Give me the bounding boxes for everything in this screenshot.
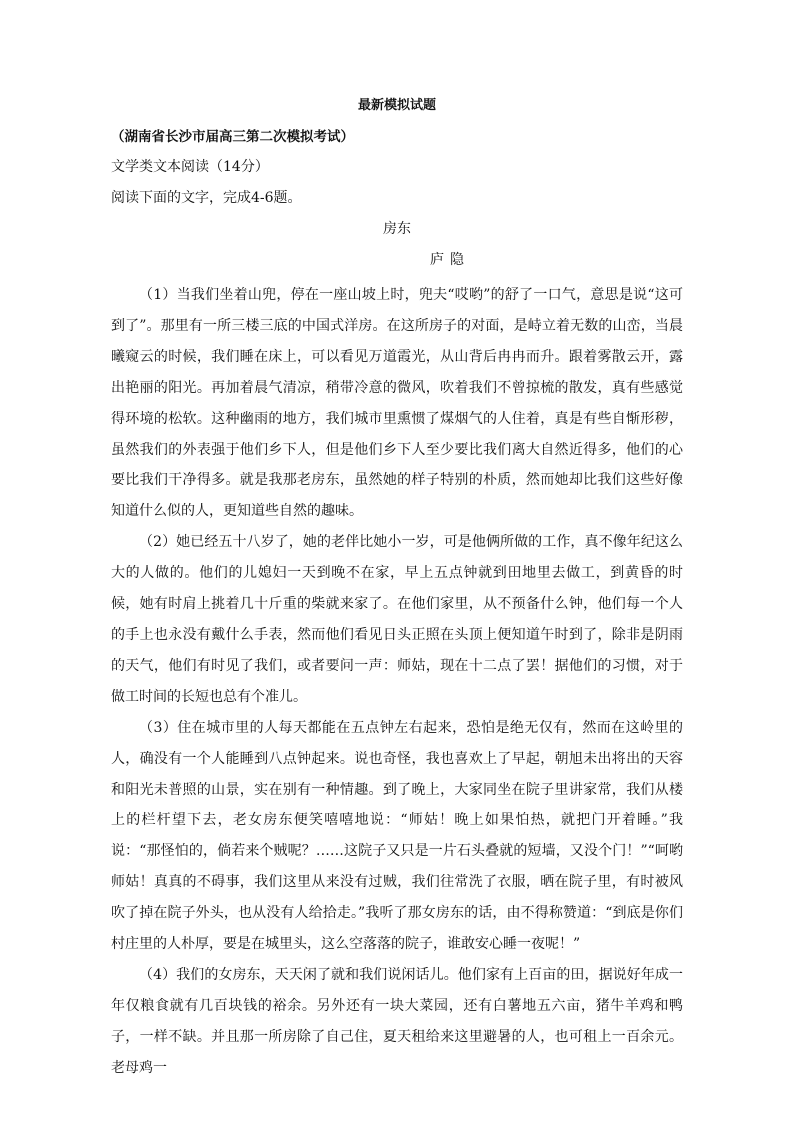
document-title: 最新模拟试题	[357, 98, 436, 113]
article-body	[111, 280, 683, 1084]
document-subtitle: （湖南省长沙市届高三第二次模拟考试）	[111, 129, 354, 145]
article-title: 房东	[383, 221, 411, 237]
paragraph-1: （1）当我们坐着山兜，停在一座山坡上时，兜夫“哎哟”的舒了一口气，意思是说“这可到了”。那里有一所三楼三底的中国式洋房。在这所房子的对面，是峙立着无数的山峦，当晨曦窥云的时候，我们睡在床上，可以看见万道霞光，从山背后冉冉而升。跟着雾散云开，露出艳丽的阳光。再加着晨气清凉，稍带冷意的微风，吹着我们不曾掠梳的散发，真有些感觉得环境的松软。这种幽雨的地方，我们城市里熏惯了煤烟气的人住着，真是有些自惭形秽，虽然我们的外表强于他们乡下人，但是他们乡下人至少要比我们离大自然近得多，他们的心要比我们干净得多。就是我那老房东，虽然她的样子特别的朴质，然而她却比我们这些好像知道什么似的人，更知道些自然的趣味。	[111, 287, 683, 520]
paragraph-3: （3）住在城市里的人每天都能在五点钟左右起来，恐怕是绝无仅有，然而在这岭里的人，确没有一个人能睡到八点钟起来。说也奇怪，我也喜欢上了早起，朝旭未出将出的天容和阳光未普照的山景，实在别有一种情趣。到了晚上，大家同坐在院子里讲家常，我们从楼上的栏杆望下去，老女房东便笑嘻嘻地说：“师姑！晚上如果怕热，就把门开着睡。”我说：“那怪怕的，倘若来个贼呢？……这院子又只是一片石头叠就的短墙，又没个门！”“呵哟师姑！真真的不碍事，我们这里从来没有过贼，我们往常洗了衣服，晒在院子里，有时被风吹了掉在院子外头，也从没有人给拾走。”我听了那女房东的话，由不得称赞道：“到底是你们村庄里的人朴厚，要是在城里头，这么空落落的院子，谁敢安心睡一夜呢！”	[111, 719, 683, 953]
section-label: 文学类文本阅读（14分）	[111, 159, 269, 175]
article-author: 庐隐	[430, 252, 470, 268]
section-instruction: 阅读下面的文字，完成4-6题。	[111, 190, 302, 206]
paragraph-4: （4）我们的女房东，天天闲了就和我们说闲话儿。他们家有上百亩的田，据说好年成一年仅粮食就有几百块钱的裕余。另外还有一块大菜园，还有白薯地五六亩，猪牛羊鸡和鸭子，一样不缺。并且那一所房除了自己住，夏天租给来这里避暑的人，也可租上一百余元。老母鸡一	[111, 966, 683, 1076]
paragraph-2: （2）她已经五十八岁了，她的老伴比她小一岁，可是他俩所做的工作，真不像年纪这么大的人做的。他们的儿媳妇一天到晚不在家，早上五点钟就到田地里去做工，到黄昏的时候，她有时肩上挑着几十斤重的柴就来家了。在他们家里，从不预备什么钟，他们每一个人的手上也永没有戴什么手表，然而他们看见日头正照在头顶上便知道午时到了，除非是阴雨的天气，他们有时见了我们，或者要问一声：师姑，现在十二点了罢！据他们的习惯，对于做工时间的长短也总有个准儿。	[111, 534, 683, 705]
